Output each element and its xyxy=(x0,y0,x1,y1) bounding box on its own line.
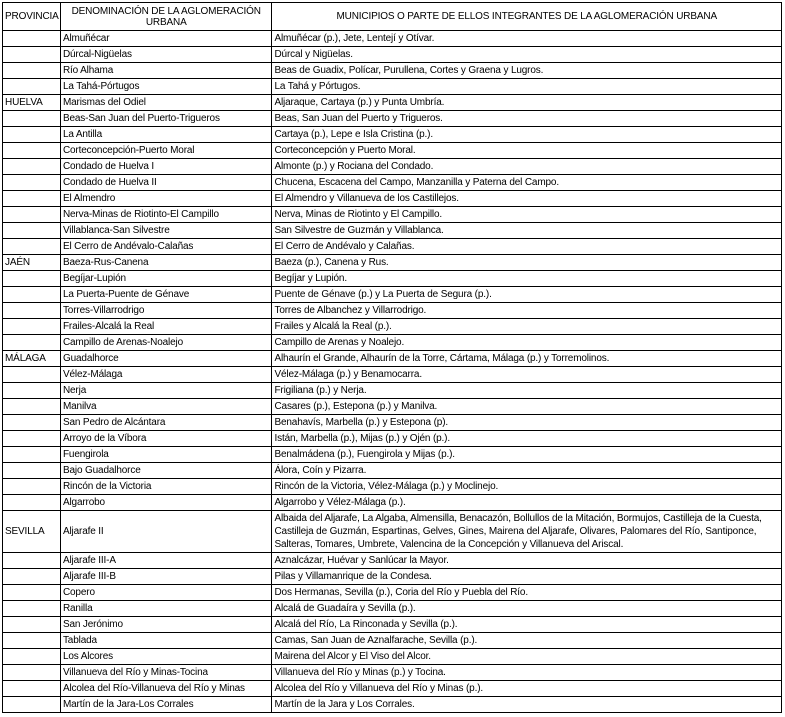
table-row xyxy=(3,447,782,463)
provincia-cell xyxy=(3,143,61,159)
municipios-cell: Torres de Albanchez y Villarrodrigo. xyxy=(272,303,782,319)
denominacion-cell: Baeza-Rus-Canena xyxy=(60,255,272,271)
denominacion-cell: Algarrobo xyxy=(60,495,272,511)
table-row xyxy=(3,207,782,223)
provincia-cell: SEVILLA xyxy=(3,511,61,553)
provincia-cell xyxy=(3,63,61,79)
provincia-cell xyxy=(3,383,61,399)
denominacion-cell: San Pedro de Alcántara xyxy=(60,415,272,431)
table-header-row xyxy=(3,3,782,31)
provincia-cell xyxy=(3,617,61,633)
table-row xyxy=(3,191,782,207)
municipios-cell: San Silvestre de Guzmán y Villablanca. xyxy=(272,223,782,239)
municipios-cell: Dúrcal y Nigüelas. xyxy=(272,47,782,63)
provincia-cell xyxy=(3,463,61,479)
denominacion-cell: Río Alhama xyxy=(60,63,272,79)
provincia-cell xyxy=(3,553,61,569)
municipios-cell: Casares (p.), Estepona (p.) y Manilva. xyxy=(272,399,782,415)
municipios-cell: Alcalá de Guadaíra y Sevilla (p.). xyxy=(272,601,782,617)
provincia-cell xyxy=(3,79,61,95)
header-provincia: PROVINCIA xyxy=(3,3,61,31)
table-row xyxy=(3,47,782,63)
denominacion-cell: Frailes-Alcalá la Real xyxy=(60,319,272,335)
provincia-cell: JAÉN xyxy=(3,255,61,271)
municipios-cell: Alcolea del Río y Villanueva del Río y Minas (p.). xyxy=(272,681,782,697)
municipios-cell: Alhaurín el Grande, Alhaurín de la Torre, Cártama, Málaga (p.) y Torremolinos. xyxy=(272,351,782,367)
denominacion-cell: Marismas del Odiel xyxy=(60,95,272,111)
municipios-cell: Almuñécar (p.), Jete, Lentejí y Otívar. xyxy=(272,31,782,47)
provincia-cell xyxy=(3,665,61,681)
provincia-cell xyxy=(3,303,61,319)
table-row xyxy=(3,79,782,95)
header-denominacion: DENOMINACIÓN DE LA AGLOMERACIÓN URBANA xyxy=(60,3,272,31)
provincia-cell xyxy=(3,399,61,415)
denominacion-cell: Dúrcal-Nigüelas xyxy=(60,47,272,63)
provincia-cell: HUELVA xyxy=(3,95,61,111)
municipios-cell: Begíjar y Lupión. xyxy=(272,271,782,287)
denominacion-cell: Ranilla xyxy=(60,601,272,617)
table-row xyxy=(3,415,782,431)
municipios-cell: Vélez-Málaga (p.) y Benamocarra. xyxy=(272,367,782,383)
denominacion-cell: Fuengirola xyxy=(60,447,272,463)
municipios-cell: Rincón de la Victoria, Vélez-Málaga (p.) y Moclinejo. xyxy=(272,479,782,495)
denominacion-cell: El Almendro xyxy=(60,191,272,207)
table-row xyxy=(3,175,782,191)
table-row xyxy=(3,495,782,511)
provincia-cell xyxy=(3,111,61,127)
municipios-cell: Almonte (p.) y Rociana del Condado. xyxy=(272,159,782,175)
table-row xyxy=(3,159,782,175)
provincia-cell xyxy=(3,175,61,191)
provincia-cell: MÁLAGA xyxy=(3,351,61,367)
municipios-cell: Martín de la Jara y Los Corrales. xyxy=(272,697,782,713)
table-row xyxy=(3,223,782,239)
denominacion-cell: Manilva xyxy=(60,399,272,415)
provincia-cell xyxy=(3,447,61,463)
denominacion-cell: Nerva-Minas de Riotinto-El Campillo xyxy=(60,207,272,223)
denominacion-cell: Torres-Villarrodrigo xyxy=(60,303,272,319)
table-row xyxy=(3,95,782,111)
table-row xyxy=(3,383,782,399)
municipios-cell: Mairena del Alcor y El Viso del Alcor. xyxy=(272,649,782,665)
provincia-cell xyxy=(3,569,61,585)
table-row xyxy=(3,303,782,319)
denominacion-cell: Condado de Huelva II xyxy=(60,175,272,191)
municipios-cell: Benalmádena (p.), Fuengirola y Mijas (p.). xyxy=(272,447,782,463)
table-row xyxy=(3,111,782,127)
denominacion-cell: Alcolea del Río-Villanueva del Río y Minas xyxy=(60,681,272,697)
denominacion-cell: El Cerro de Andévalo-Calañas xyxy=(60,239,272,255)
denominacion-cell: La Puerta-Puente de Génave xyxy=(60,287,272,303)
municipios-cell: Pilas y Villamanrique de la Condesa. xyxy=(272,569,782,585)
denominacion-cell: Aljarafe III-B xyxy=(60,569,272,585)
municipios-cell: El Cerro de Andévalo y Calañas. xyxy=(272,239,782,255)
denominacion-cell: Corteconcepción-Puerto Moral xyxy=(60,143,272,159)
denominacion-cell: Aljarafe III-A xyxy=(60,553,272,569)
denominacion-cell: Los Alcores xyxy=(60,649,272,665)
municipios-cell: Camas, San Juan de Aznalfarache, Sevilla (p.). xyxy=(272,633,782,649)
municipios-cell: Frailes y Alcalá la Real (p.). xyxy=(272,319,782,335)
provincia-cell xyxy=(3,287,61,303)
municipios-cell: Puente de Génave (p.) y La Puerta de Segura (p.). xyxy=(272,287,782,303)
denominacion-cell: Almuñécar xyxy=(60,31,272,47)
municipios-cell: Beas de Guadix, Polícar, Purullena, Cortes y Graena y Lugros. xyxy=(272,63,782,79)
table-row xyxy=(3,239,782,255)
table-row xyxy=(3,649,782,665)
denominacion-cell: Bajo Guadalhorce xyxy=(60,463,272,479)
provincia-cell xyxy=(3,367,61,383)
table-row xyxy=(3,63,782,79)
table-row xyxy=(3,665,782,681)
provincia-cell xyxy=(3,415,61,431)
denominacion-cell: Beas-San Juan del Puerto-Trigueros xyxy=(60,111,272,127)
provincia-cell xyxy=(3,697,61,713)
table-row xyxy=(3,681,782,697)
denominacion-cell: Villablanca-San Silvestre xyxy=(60,223,272,239)
provincia-cell xyxy=(3,271,61,287)
denominacion-cell: Rincón de la Victoria xyxy=(60,479,272,495)
municipios-cell: Frigiliana (p.) y Nerja. xyxy=(272,383,782,399)
table-row xyxy=(3,601,782,617)
provincia-cell xyxy=(3,319,61,335)
municipios-cell: Benahavís, Marbella (p.) y Estepona (p). xyxy=(272,415,782,431)
table-row xyxy=(3,335,782,351)
denominacion-cell: Condado de Huelva I xyxy=(60,159,272,175)
provincia-cell xyxy=(3,649,61,665)
denominacion-cell: Vélez-Málaga xyxy=(60,367,272,383)
municipios-cell: Baeza (p.), Canena y Rus. xyxy=(272,255,782,271)
municipios-cell: Istán, Marbella (p.), Mijas (p.) y Ojén (p.). xyxy=(272,431,782,447)
table-row xyxy=(3,399,782,415)
denominacion-cell: Nerja xyxy=(60,383,272,399)
table-row xyxy=(3,255,782,271)
denominacion-cell: Copero xyxy=(60,585,272,601)
municipios-cell: Cartaya (p.), Lepe e Isla Cristina (p.). xyxy=(272,127,782,143)
aglomeraciones-table xyxy=(2,2,782,713)
table-row xyxy=(3,569,782,585)
provincia-cell xyxy=(3,159,61,175)
provincia-cell xyxy=(3,207,61,223)
municipios-cell: Alcalá del Río, La Rinconada y Sevilla (p.). xyxy=(272,617,782,633)
table-row xyxy=(3,617,782,633)
provincia-cell xyxy=(3,495,61,511)
municipios-cell: La Tahá y Pórtugos. xyxy=(272,79,782,95)
municipios-cell: Algarrobo y Vélez-Málaga (p.). xyxy=(272,495,782,511)
table-row xyxy=(3,585,782,601)
table-row xyxy=(3,633,782,649)
provincia-cell xyxy=(3,223,61,239)
municipios-cell: Corteconcepción y Puerto Moral. xyxy=(272,143,782,159)
denominacion-cell: Arroyo de la Víbora xyxy=(60,431,272,447)
provincia-cell xyxy=(3,47,61,63)
table-row xyxy=(3,143,782,159)
municipios-cell: Campillo de Arenas y Noalejo. xyxy=(272,335,782,351)
table-row xyxy=(3,127,782,143)
denominacion-cell: San Jerónimo xyxy=(60,617,272,633)
municipios-cell: Villanueva del Río y Minas (p.) y Tocina. xyxy=(272,665,782,681)
provincia-cell xyxy=(3,479,61,495)
table-row xyxy=(3,31,782,47)
denominacion-cell: Begíjar-Lupión xyxy=(60,271,272,287)
table-row xyxy=(3,511,782,553)
municipios-cell: Beas, San Juan del Puerto y Trigueros. xyxy=(272,111,782,127)
municipios-cell: Dos Hermanas, Sevilla (p.), Coria del Río y Puebla del Río. xyxy=(272,585,782,601)
denominacion-cell: Martín de la Jara-Los Corrales xyxy=(60,697,272,713)
header-municipios: MUNICIPIOS O PARTE DE ELLOS INTEGRANTES DE LA AGLOMERACIÓN URBANA xyxy=(272,3,782,31)
table-row xyxy=(3,319,782,335)
municipios-cell: Aznalcázar, Huévar y Sanlúcar la Mayor. xyxy=(272,553,782,569)
denominacion-cell: Campillo de Arenas-Noalejo xyxy=(60,335,272,351)
municipios-cell: Aljaraque, Cartaya (p.) y Punta Umbría. xyxy=(272,95,782,111)
provincia-cell xyxy=(3,585,61,601)
provincia-cell xyxy=(3,239,61,255)
denominacion-cell: Guadalhorce xyxy=(60,351,272,367)
denominacion-cell: La Antilla xyxy=(60,127,272,143)
table-row xyxy=(3,697,782,713)
table-row xyxy=(3,351,782,367)
denominacion-cell: Villanueva del Río y Minas-Tocina xyxy=(60,665,272,681)
denominacion-cell: La Tahá-Pórtugos xyxy=(60,79,272,95)
table-row xyxy=(3,271,782,287)
table-row xyxy=(3,479,782,495)
table-row xyxy=(3,553,782,569)
table-row xyxy=(3,463,782,479)
table-row xyxy=(3,367,782,383)
provincia-cell xyxy=(3,633,61,649)
provincia-cell xyxy=(3,335,61,351)
provincia-cell xyxy=(3,127,61,143)
municipios-cell: El Almendro y Villanueva de los Castillejos. xyxy=(272,191,782,207)
municipios-cell: Álora, Coín y Pizarra. xyxy=(272,463,782,479)
table-body xyxy=(3,31,782,713)
provincia-cell xyxy=(3,31,61,47)
provincia-cell xyxy=(3,191,61,207)
municipios-cell: Chucena, Escacena del Campo, Manzanilla y Paterna del Campo. xyxy=(272,175,782,191)
denominacion-cell: Aljarafe II xyxy=(60,511,272,553)
municipios-cell: Albaida del Aljarafe, La Algaba, Almensilla, Benacazón, Bollullos de la Mitación, Bormujos, Castilleja de la Cuesta, Castilleja de Guzmán, Espartinas, Gelves, Gines, Mairena del Aljarafe, Olivares, Palomares del Río, Santiponce, Salteras, Tomares, Umbrete, Valencina de la Concepción y Villanueva del Ariscal. xyxy=(272,511,782,553)
provincia-cell xyxy=(3,681,61,697)
provincia-cell xyxy=(3,601,61,617)
table-row xyxy=(3,431,782,447)
provincia-cell xyxy=(3,431,61,447)
municipios-cell: Nerva, Minas de Riotinto y El Campillo. xyxy=(272,207,782,223)
denominacion-cell: Tablada xyxy=(60,633,272,649)
table-row xyxy=(3,287,782,303)
